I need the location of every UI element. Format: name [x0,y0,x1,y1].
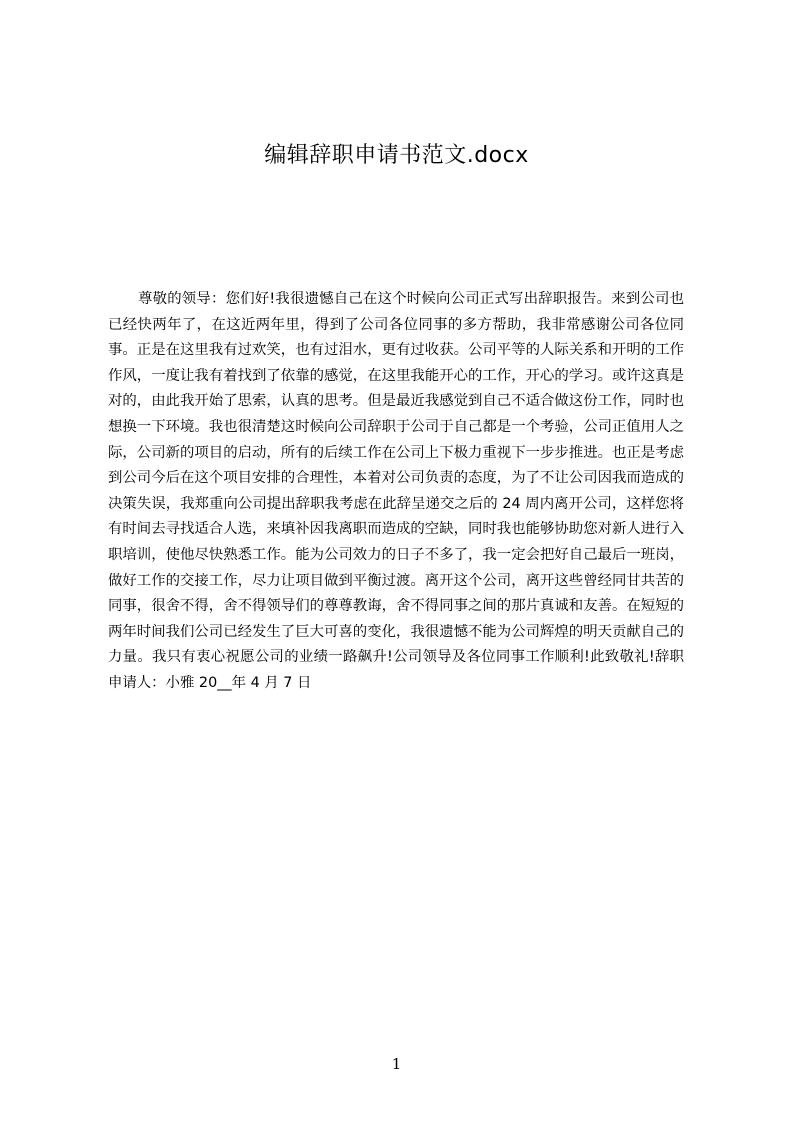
page-number: 1 [391,1055,402,1073]
document-body: 尊敬的领导：您们好!我很遗憾自己在这个时候向公司正式写出辞职报告。来到公司也已经快两年了，在这近两年里，得到了公司各位同事的多方帮助，我非常感谢公司各位同事。正是在这里我有过欢笑，也有过泪水，更有过收获。公司平等的人际关系和开明的工作作风，一度让我有着找到了依靠的感觉，在这里我能开心的工作，开心的学习。或许这真是对的，由此我开始了思索，认真的思考。但是最近我感觉到自己不适合做这份工作，同时也想换一下环境。我也很清楚这时候向公司辞职于公司于自己都是一个考验，公司正值用人之际，公司新的项目的启动，所有的后续工作在公司上下极力重视下一步步推进。也正是考虑到公司今后在这个项目安排的合理性，本着对公司负责的态度，为了不让公司因我而造成的决策失误，我郑重向公司提出辞职我考虑在此辞呈递交之后的 24 周内离开公司，这样您将有时间去寻找适合人选，来填补因我离职而造成的空缺，同时我也能够协助您对新人进行入职培训，使他尽快熟悉工作。能为公司效力的日子不多了，我一定会把好自己最后一班岗，做好工作的交接工作，尽力让项目做到平衡过渡。离开这个公司，离开这些曾经同甘共苦的同事，很舍不得，舍不得领导们的尊尊教诲，舍不得同事之间的那片真诚和友善。在短短的两年时间我们公司已经发生了巨大可喜的变化，我很遗憾不能为公司辉煌的明天贡献自己的力量。我只有衷心祝愿公司的业绩一路飙升!公司领导及各位同事工作顺利!此致敬礼!辞职申请人：小雅 20__年 4 月 7 日 [108,291,684,691]
document-title: 编辑辞职申请书范文.docx [264,143,529,168]
